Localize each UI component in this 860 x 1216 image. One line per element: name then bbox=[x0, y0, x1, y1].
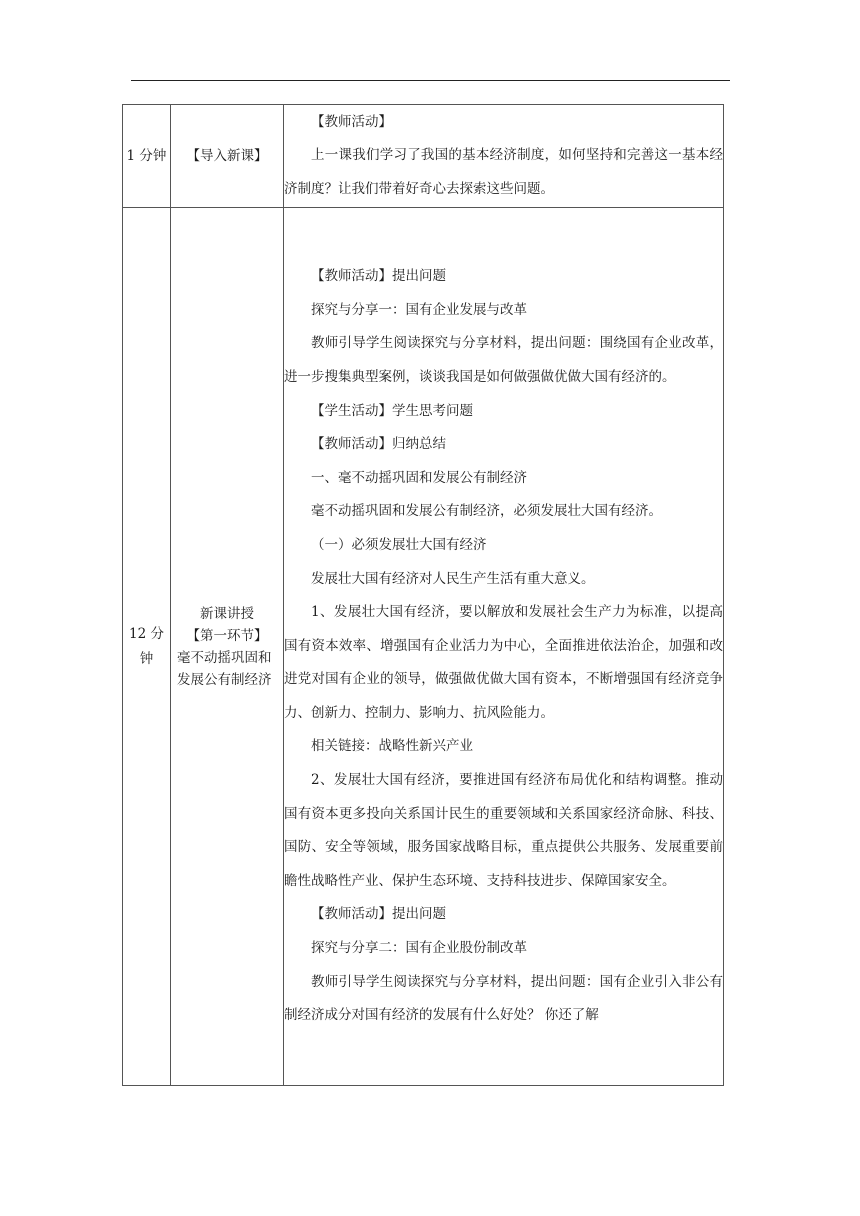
paragraph: 探究与分享二：国有企业股份制改革 bbox=[311, 940, 527, 957]
stage-cell bbox=[171, 208, 284, 1086]
paragraph: 【教师活动】 bbox=[311, 113, 392, 130]
content-cell bbox=[284, 105, 724, 208]
paragraph: 毫不动摇巩固和发展公有制经济，必须发展壮大国有经济。 bbox=[311, 503, 662, 520]
stage-line: 【第一环节】 bbox=[186, 627, 268, 644]
paragraph: 2、发展壮大国有经济，要推进国有经济布局优化和结构调整。推动国有资本更多投向关系国计民生的重要领域和关系国家经济命脉、科技、国防、安全等领域，服务国家战略目标，重点提供公共服务、发展重要前瞻性战略性产业、保护生态环境、支持科技进步、保障国家安全。 bbox=[284, 772, 723, 889]
paragraph: 【学生活动】学生思考问题 bbox=[311, 402, 473, 419]
stage-label: 【导入新课】 bbox=[186, 148, 268, 164]
paragraph: 【教师活动】提出问题 bbox=[311, 906, 446, 923]
table-row bbox=[123, 105, 724, 208]
paragraph: 教师引导学生阅读探究与分享材料，提出问题：围绕国有企业改革，进一步搜集典型案例，谈谈我国是如何做强做优做大国有经济的。 bbox=[284, 335, 723, 385]
paragraph: 教师引导学生阅读探究与分享材料，提出问题：国有企业引入非公有制经济成分对国有经济的发展有什么好处？ 你还了解 bbox=[284, 973, 723, 1024]
lesson-plan-table bbox=[122, 104, 724, 1086]
paragraph: 探究与分享一：国有企业发展与改革 bbox=[311, 301, 527, 318]
content-cell bbox=[284, 208, 724, 1086]
paragraph: 相关链接：战略性新兴产业 bbox=[311, 738, 473, 755]
paragraph: 1、发展壮大国有经济，要以解放和发展社会生产力为标准，以提高国有资本效率、增强国有企业活力为中心，全面推进依法治企，加强和改进党对国有企业的领导，做强做优做大国有资本，不断增强国有经济竞争力、创新力、控制力、影响力、抗风险能力。 bbox=[284, 604, 723, 721]
stage-line: 新课讲授 bbox=[200, 605, 254, 622]
paragraph: 【教师活动】提出问题 bbox=[311, 268, 446, 285]
paragraph: 上一课我们学习了我国的基本经济制度，如何坚持和完善这一基本经济制度？让我们带着好奇心去探索这些问题。 bbox=[284, 147, 723, 197]
paragraph: （一）必须发展壮大国有经济 bbox=[311, 536, 487, 553]
paragraph: 【教师活动】归纳总结 bbox=[311, 436, 446, 453]
time-cell: 1 分钟 bbox=[123, 105, 171, 208]
stage-cell bbox=[171, 105, 284, 208]
stage-line: 毫不动摇巩固和发展公有制经济 bbox=[177, 649, 272, 688]
table-row bbox=[123, 208, 724, 1086]
header-rule bbox=[131, 80, 730, 81]
time-cell: 12 分钟 bbox=[123, 208, 171, 1086]
paragraph: 发展壮大国有经济对人民生产生活有重大意义。 bbox=[311, 570, 595, 587]
paragraph: 一、毫不动摇巩固和发展公有制经济 bbox=[311, 469, 527, 486]
